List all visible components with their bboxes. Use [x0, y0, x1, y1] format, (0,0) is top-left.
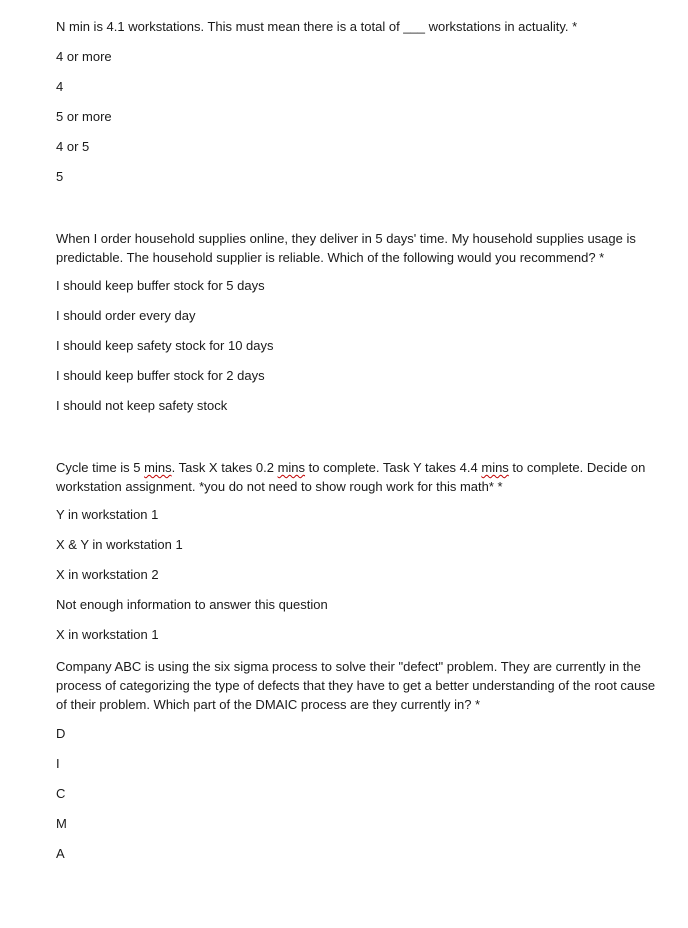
question-2-option-3: I should keep safety stock for 10 days — [56, 338, 274, 353]
question-3-prompt-text: . Task X takes 0.2 — [171, 460, 278, 475]
question-1-option-5: 5 — [56, 169, 64, 184]
question-4-option-3: C — [56, 786, 66, 801]
question-1-option-4: 4 or 5 — [56, 139, 90, 154]
question-3-prompt — [56, 458, 666, 496]
question-3-prompt-text: to complete. Task Y takes 4.4 — [305, 460, 482, 475]
question-3-option-3: X in workstation 2 — [56, 567, 159, 582]
question-1-option-2: 4 — [56, 79, 64, 94]
question-3-prompt-text: to complete. Decide on workstation assignment. *you do not need to show rough work for this math* * — [56, 460, 646, 494]
question-2-option-1: I should keep buffer stock for 5 days — [56, 278, 265, 293]
question-4-option-1: D — [56, 726, 66, 741]
question-3-prompt-text: Cycle time is 5 — [56, 460, 145, 475]
question-1-option-1: 4 or more — [56, 49, 112, 64]
question-2-prompt: When I order household supplies online, they deliver in 5 days' time. My household supplies usage is predictable. The household supplier is reliable. Which of the following would you recommend? * — [56, 231, 636, 265]
spelling-flag-mins: mins — [277, 460, 306, 475]
question-1-prompt: N min is 4.1 workstations. This must mean there is a total of ___ workstations in actuality. * — [56, 19, 578, 34]
question-2-option-4: I should keep buffer stock for 2 days — [56, 368, 265, 383]
question-3-option-2: X & Y in workstation 1 — [56, 537, 183, 552]
question-4-prompt: Company ABC is using the six sigma process to solve their "defect" problem. They are currently in the process of categorizing the type of defects that they have to get a better understanding of the root cause of their problem. Which part of the DMAIC process are they currently in? * — [56, 659, 656, 712]
question-3-option-5: X in workstation 1 — [56, 627, 159, 642]
question-4-option-5: A — [56, 846, 65, 861]
question-2-option-2: I should order every day — [56, 308, 196, 323]
question-3-option-4: Not enough information to answer this question — [56, 597, 328, 612]
question-1-option-3: 5 or more — [56, 109, 112, 124]
question-3-option-1: Y in workstation 1 — [56, 507, 159, 522]
spelling-flag-mins: mins — [481, 460, 509, 475]
question-4-option-4: M — [56, 816, 67, 831]
question-4-option-2: I — [56, 756, 60, 771]
question-2-option-5: I should not keep safety stock — [56, 398, 228, 413]
spelling-flag-mins: mins — [144, 460, 172, 475]
